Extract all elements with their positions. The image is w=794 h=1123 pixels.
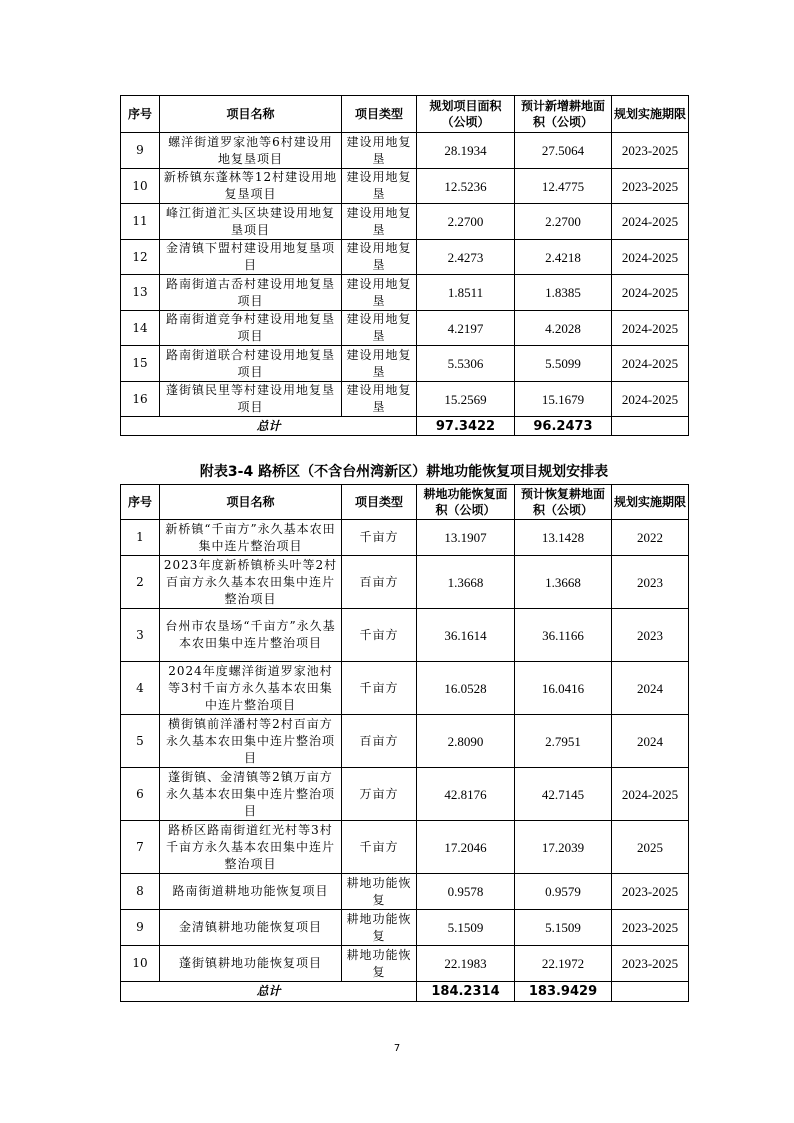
row-number: 5 [121, 715, 160, 768]
row-number: 9 [121, 910, 160, 946]
area-value: 36.1614 [417, 609, 515, 662]
area-value: 5.5306 [417, 346, 515, 382]
table-row [121, 311, 689, 346]
table-row [121, 556, 689, 609]
header-new-area: 预计新增耕地面积（公顷） [515, 96, 612, 133]
row-number: 2 [121, 556, 160, 609]
project-type: 建设用地复垦 [342, 204, 417, 240]
period-value: 2022 [612, 520, 689, 556]
table-row [121, 382, 689, 417]
new-area-value: 17.2039 [515, 821, 612, 874]
total-new-area: 96.2473 [515, 417, 612, 436]
total-new-area: 183.9429 [515, 982, 612, 1002]
table-row [121, 946, 689, 982]
page-number: 7 [393, 1043, 401, 1054]
table-row [121, 715, 689, 768]
project-type: 建设用地复垦 [342, 311, 417, 346]
table-row [121, 874, 689, 910]
area-value: 15.2569 [417, 382, 515, 417]
project-name: 蓬街镇耕地功能恢复项目 [160, 946, 342, 982]
table-header-row [121, 485, 689, 520]
table-row [121, 609, 689, 662]
area-value: 12.5236 [417, 169, 515, 204]
project-name: 横街镇前洋潘村等2村百亩方永久基本农田集中连片整治项目 [160, 715, 342, 768]
row-number: 9 [121, 133, 160, 169]
header-area: 耕地功能恢复面积（公顷） [417, 485, 515, 520]
project-name: 路南街道竞争村建设用地复垦项目 [160, 311, 342, 346]
period-value: 2023 [612, 609, 689, 662]
project-name: 金清镇下盟村建设用地复垦项目 [160, 240, 342, 275]
table-row [121, 662, 689, 715]
row-number: 8 [121, 874, 160, 910]
project-type: 千亩方 [342, 520, 417, 556]
project-type: 建设用地复垦 [342, 240, 417, 275]
row-number: 3 [121, 609, 160, 662]
total-row [121, 982, 689, 1002]
row-number: 10 [121, 946, 160, 982]
project-name: 蓬街镇、金清镇等2镇万亩方永久基本农田集中连片整治项目 [160, 768, 342, 821]
area-value: 2.2700 [417, 204, 515, 240]
row-number: 7 [121, 821, 160, 874]
table-row [121, 169, 689, 204]
period-value: 2023 [612, 556, 689, 609]
project-type: 建设用地复垦 [342, 275, 417, 311]
period-value: 2023-2025 [612, 910, 689, 946]
project-type: 千亩方 [342, 662, 417, 715]
area-value: 28.1934 [417, 133, 515, 169]
project-type: 耕地功能恢复 [342, 946, 417, 982]
total-period [612, 982, 689, 1002]
header-period: 规划实施期限 [612, 485, 689, 520]
project-type: 耕地功能恢复 [342, 874, 417, 910]
total-area: 97.3422 [417, 417, 515, 436]
total-label: 总计 [121, 417, 417, 436]
table-row [121, 520, 689, 556]
table-row [121, 768, 689, 821]
table-row [121, 133, 689, 169]
total-area: 184.2314 [417, 982, 515, 1002]
new-area-value: 5.5099 [515, 346, 612, 382]
header-name: 项目名称 [160, 96, 342, 133]
area-value: 22.1983 [417, 946, 515, 982]
project-name: 新桥镇“千亩方”永久基本农田集中连片整治项目 [160, 520, 342, 556]
new-area-value: 16.0416 [515, 662, 612, 715]
project-name: 峰江街道汇头区块建设用地复垦项目 [160, 204, 342, 240]
total-row [121, 417, 689, 436]
period-value: 2024-2025 [612, 204, 689, 240]
period-value: 2024 [612, 662, 689, 715]
table-caption: 附表3-4 路桥区（不含台州湾新区）耕地功能恢复项目规划安排表 [199, 464, 609, 480]
table-row [121, 346, 689, 382]
project-type: 建设用地复垦 [342, 133, 417, 169]
project-name: 金清镇耕地功能恢复项目 [160, 910, 342, 946]
table-row [121, 910, 689, 946]
period-value: 2024-2025 [612, 311, 689, 346]
project-type: 耕地功能恢复 [342, 910, 417, 946]
header-period: 规划实施期限 [612, 96, 689, 133]
header-no: 序号 [121, 485, 160, 520]
area-value: 13.1907 [417, 520, 515, 556]
header-no: 序号 [121, 96, 160, 133]
total-period [612, 417, 689, 436]
new-area-value: 2.2700 [515, 204, 612, 240]
row-number: 12 [121, 240, 160, 275]
new-area-value: 22.1972 [515, 946, 612, 982]
new-area-value: 2.4218 [515, 240, 612, 275]
new-area-value: 4.2028 [515, 311, 612, 346]
project-name: 路南街道耕地功能恢复项目 [160, 874, 342, 910]
project-name: 路南街道古岙村建设用地复垦项目 [160, 275, 342, 311]
project-name: 2023年度新桥镇桥头叶等2村百亩方永久基本农田集中连片整治项目 [160, 556, 342, 609]
header-name: 项目名称 [160, 485, 342, 520]
row-number: 13 [121, 275, 160, 311]
header-area: 规划项目面积（公顷） [417, 96, 515, 133]
period-value: 2024-2025 [612, 346, 689, 382]
area-value: 5.1509 [417, 910, 515, 946]
new-area-value: 5.1509 [515, 910, 612, 946]
period-value: 2024-2025 [612, 382, 689, 417]
new-area-value: 15.1679 [515, 382, 612, 417]
period-value: 2023-2025 [612, 133, 689, 169]
new-area-value: 42.7145 [515, 768, 612, 821]
header-new-area: 预计恢复耕地面积（公顷） [515, 485, 612, 520]
project-type: 千亩方 [342, 609, 417, 662]
new-area-value: 1.8385 [515, 275, 612, 311]
period-value: 2024-2025 [612, 275, 689, 311]
table-row [121, 821, 689, 874]
table-row [121, 240, 689, 275]
area-value: 2.8090 [417, 715, 515, 768]
period-value: 2023-2025 [612, 874, 689, 910]
project-type: 建设用地复垦 [342, 382, 417, 417]
area-value: 1.3668 [417, 556, 515, 609]
project-name: 路南街道联合村建设用地复垦项目 [160, 346, 342, 382]
row-number: 4 [121, 662, 160, 715]
new-area-value: 0.9579 [515, 874, 612, 910]
project-type: 建设用地复垦 [342, 169, 417, 204]
row-number: 1 [121, 520, 160, 556]
row-number: 16 [121, 382, 160, 417]
area-value: 2.4273 [417, 240, 515, 275]
period-value: 2023-2025 [612, 169, 689, 204]
project-name: 新桥镇东蓬林等12村建设用地复垦项目 [160, 169, 342, 204]
new-area-value: 12.4775 [515, 169, 612, 204]
period-value: 2024-2025 [612, 240, 689, 275]
period-value: 2024-2025 [612, 768, 689, 821]
row-number: 15 [121, 346, 160, 382]
table-header-row [121, 96, 689, 133]
new-area-value: 13.1428 [515, 520, 612, 556]
project-name: 路桥区路南街道红光村等3村千亩方永久基本农田集中连片整治项目 [160, 821, 342, 874]
area-value: 1.8511 [417, 275, 515, 311]
project-type: 建设用地复垦 [342, 346, 417, 382]
area-value: 16.0528 [417, 662, 515, 715]
period-value: 2024 [612, 715, 689, 768]
header-type: 项目类型 [342, 485, 417, 520]
new-area-value: 2.7951 [515, 715, 612, 768]
table-row [121, 275, 689, 311]
period-value: 2025 [612, 821, 689, 874]
project-type: 千亩方 [342, 821, 417, 874]
row-number: 14 [121, 311, 160, 346]
project-name: 2024年度螺洋街道罗家池村等3村千亩方永久基本农田集中连片整治项目 [160, 662, 342, 715]
project-type: 百亩方 [342, 556, 417, 609]
table-row [121, 204, 689, 240]
area-value: 42.8176 [417, 768, 515, 821]
project-name: 蓬街镇民里等村建设用地复垦项目 [160, 382, 342, 417]
project-name: 台州市农垦场“千亩方”永久基本农田集中连片整治项目 [160, 609, 342, 662]
header-type: 项目类型 [342, 96, 417, 133]
row-number: 11 [121, 204, 160, 240]
area-value: 17.2046 [417, 821, 515, 874]
row-number: 10 [121, 169, 160, 204]
row-number: 6 [121, 768, 160, 821]
new-area-value: 1.3668 [515, 556, 612, 609]
project-type: 百亩方 [342, 715, 417, 768]
project-type: 万亩方 [342, 768, 417, 821]
period-value: 2023-2025 [612, 946, 689, 982]
farmland-restoration-table [120, 484, 689, 1002]
area-value: 0.9578 [417, 874, 515, 910]
construction-land-reclamation-table [120, 95, 689, 436]
new-area-value: 27.5064 [515, 133, 612, 169]
area-value: 4.2197 [417, 311, 515, 346]
project-name: 螺洋街道罗家池等6村建设用地复垦项目 [160, 133, 342, 169]
new-area-value: 36.1166 [515, 609, 612, 662]
total-label: 总计 [121, 982, 417, 1002]
